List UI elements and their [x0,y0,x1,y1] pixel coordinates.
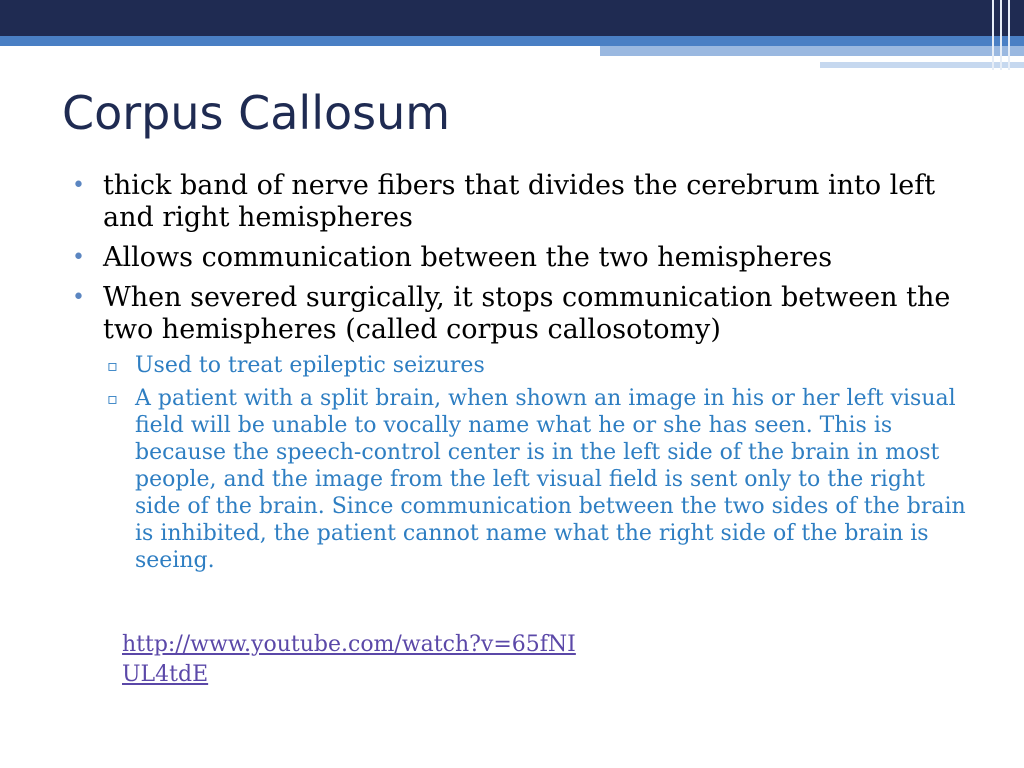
bullet-text: thick band of nerve fibers that divides the cerebrum into left and right hemispheres [103,170,936,233]
bullet-item [72,282,972,574]
video-link-line-2[interactable]: UL4tdE [122,662,209,687]
bullet-text: Allows communication between the two hemispheres [103,242,833,273]
sub-bullet-text: A patient with a split brain, when shown an image in his or her left visual field will be unable to vocally name what he or she has seen. This is because the speech-control center is in the left side of the brain in most people, and the image from the left visual field is sent only to the right side of the brain. Since communication between the two sides of the brain is inhibited, the patient cannot name what the right side of the brain is seeing. [135,386,966,573]
sub-bullet-list [103,352,972,574]
bullet-icon: • [72,173,85,198]
header-band-dark [0,0,1024,36]
header-band-blue [0,36,1024,46]
sub-bullet-text: Used to treat epileptic seizures [135,353,485,378]
bullet-item [72,242,972,274]
sub-bullet-item [103,352,972,379]
slide-content [72,170,972,582]
bullet-icon: • [72,245,85,270]
bullet-item [72,170,972,234]
square-bullet-icon: ▫ [107,389,118,408]
video-link-line-1[interactable]: http://www.youtube.com/watch?v=65fNI [122,632,576,657]
header-band-light [600,46,1024,56]
sub-bullet-item [103,385,972,574]
bullet-list [72,170,972,574]
square-bullet-icon: ▫ [107,356,118,375]
slide-title: Corpus Callosum [62,86,451,140]
bullet-text: When severed surgically, it stops communication between the two hemispheres (called corpus callosotomy) [103,282,951,345]
video-link-block [122,630,576,690]
header-decoration-lines [988,0,1024,70]
bullet-icon: • [72,285,85,310]
